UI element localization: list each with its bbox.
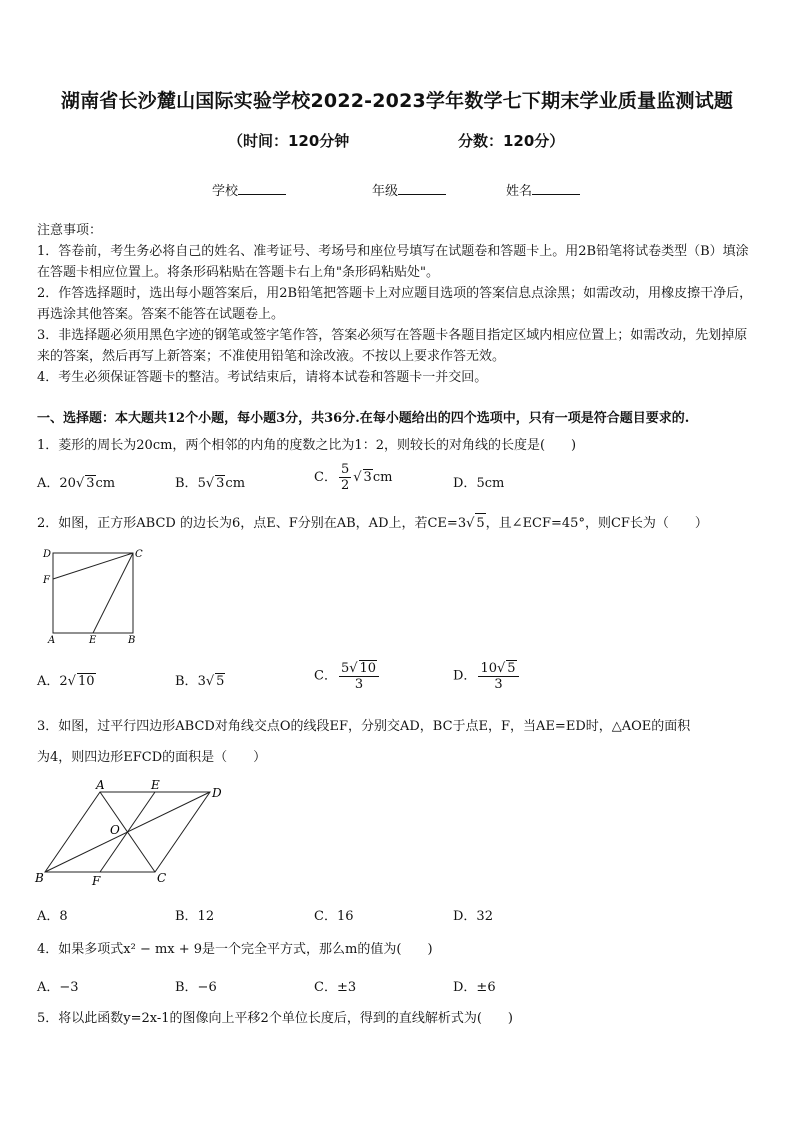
question-5-text: 5．将以此函数y=2x-1的图像向上平移2个单位长度后，得到的直线解析式为( ) — [37, 1011, 513, 1026]
label-d: D — [43, 549, 52, 560]
school-label: 学校 — [212, 184, 239, 199]
question-2-text: 2．如图，正方形ABCD 的边长为6，点E、F分别在AB，AD上，若CE=3√ 5，且∠ECF=45°，则CF长为（ ） — [37, 513, 759, 534]
note-item: 1．答卷前，考生务必将自己的姓名、准考证号、考场号和座位号填写在试题卷和答题卡上。用2B铅笔将试卷类型（B）填涂在答题卡相应位置上。将条形码粘贴在答题卡右上角"条形码粘贴处"。 — [37, 244, 749, 280]
q1-option-c: C． $\frac{5}{2}$ √ 3cm — [314, 462, 393, 493]
question-1-text: 1．菱形的周长为20cm，两个相邻的内角的度数之比为1：2，则较长的对角线的长度是( ) — [37, 438, 577, 453]
label-f: F — [92, 874, 101, 888]
question-3-line-1: 3．如图，过平行四边形ABCD对角线交点O的线段EF，分别交AD，BC于点E，F，当AE=ED时，△AOE的面积 — [37, 719, 691, 734]
label-c: C — [135, 549, 143, 560]
square-abcd — [53, 553, 133, 633]
q3-parallelogram-figure — [30, 772, 230, 890]
school-field — [212, 180, 286, 199]
label-o: O — [110, 823, 120, 837]
q2-square-figure — [40, 545, 150, 645]
note-item: 2．作答选择题时，选出每小题答案后，用2B铅笔把答题卡上对应题目选项的答案信息点涂黑；如需改动，用橡皮擦干净后，再选涂其他答案。答案不能答在试题卷上。 — [37, 286, 753, 322]
notes-heading: 注意事项： — [37, 223, 103, 238]
question-3-line-2: 为4，则四边形EFCD的面积是（ ） — [37, 750, 267, 765]
label-f: F — [43, 575, 50, 586]
q3-option-d: D．32 — [453, 909, 493, 924]
q4-option-d: D．±6 — [453, 980, 496, 995]
q1-option-a: A．20√ 3cm — [37, 476, 116, 491]
exam-time: （时间：120分钟 — [228, 132, 350, 150]
grade-field — [372, 180, 446, 199]
q4-option-b: B．−6 — [175, 980, 217, 995]
segment-ce — [93, 553, 133, 633]
notes-section — [37, 220, 759, 388]
q1-option-d: D．5cm — [453, 476, 505, 491]
q2-option-a: A．2√ 10 — [37, 674, 95, 689]
q3-option-b: B．12 — [175, 909, 215, 924]
q2-option-c: C． $\frac{5√ 10}{3}$ — [314, 660, 381, 692]
grade-label: 年级 — [372, 184, 399, 199]
q1-option-b: B．5√ 3cm — [175, 476, 246, 491]
section-heading: 一、选择题：本大题共12个小题，每小题3分，共36分.在每小题给出的四个选项中，只有一项是符合题目要求的. — [37, 411, 690, 426]
note-item: 4．考生必须保证答题卡的整洁。考试结束后，请将本试卷和答题卡一并交回。 — [37, 370, 488, 385]
segment-cf — [53, 553, 133, 579]
q4-option-c: C．±3 — [314, 980, 357, 995]
label-b: B — [35, 871, 44, 885]
label-a: A — [96, 778, 105, 792]
q2-option-b: B．3√ 5 — [175, 674, 225, 689]
label-b: B — [128, 635, 136, 645]
note-item: 3．非选择题必须用黑色字迹的钢笔或签字笔作答，答案必须写在答题卡各题目指定区域内相应位置上；如需改动，先划掉原来的答案，然后再写上新答案；不准使用铅笔和涂改液。不按以上要求作答无效。 — [37, 328, 748, 364]
q3-option-a: A．8 — [37, 909, 68, 924]
page-title: 湖南省长沙麓山国际实验学校2022-2023学年数学七下期末学业质量监测试题 — [60, 90, 734, 112]
name-field — [506, 180, 580, 199]
grade-blank — [398, 182, 446, 195]
q4-option-a: A．−3 — [37, 980, 79, 995]
q2-option-d: D． $\frac{10√ 5}{3}$ — [453, 660, 521, 692]
q3-option-c: C．16 — [314, 909, 354, 924]
name-label: 姓名 — [506, 184, 533, 199]
school-blank — [238, 182, 286, 195]
label-a: A — [48, 635, 56, 645]
question-4-text: 4．如果多项式x² − mx + 9是一个完全平方式，那么m的值为( ) — [37, 942, 433, 957]
label-e: E — [151, 778, 160, 792]
name-blank — [532, 182, 580, 195]
label-d: D — [212, 786, 222, 800]
label-c: C — [157, 871, 167, 885]
exam-score: 分数：120分） — [458, 132, 565, 150]
label-e: E — [89, 635, 97, 645]
